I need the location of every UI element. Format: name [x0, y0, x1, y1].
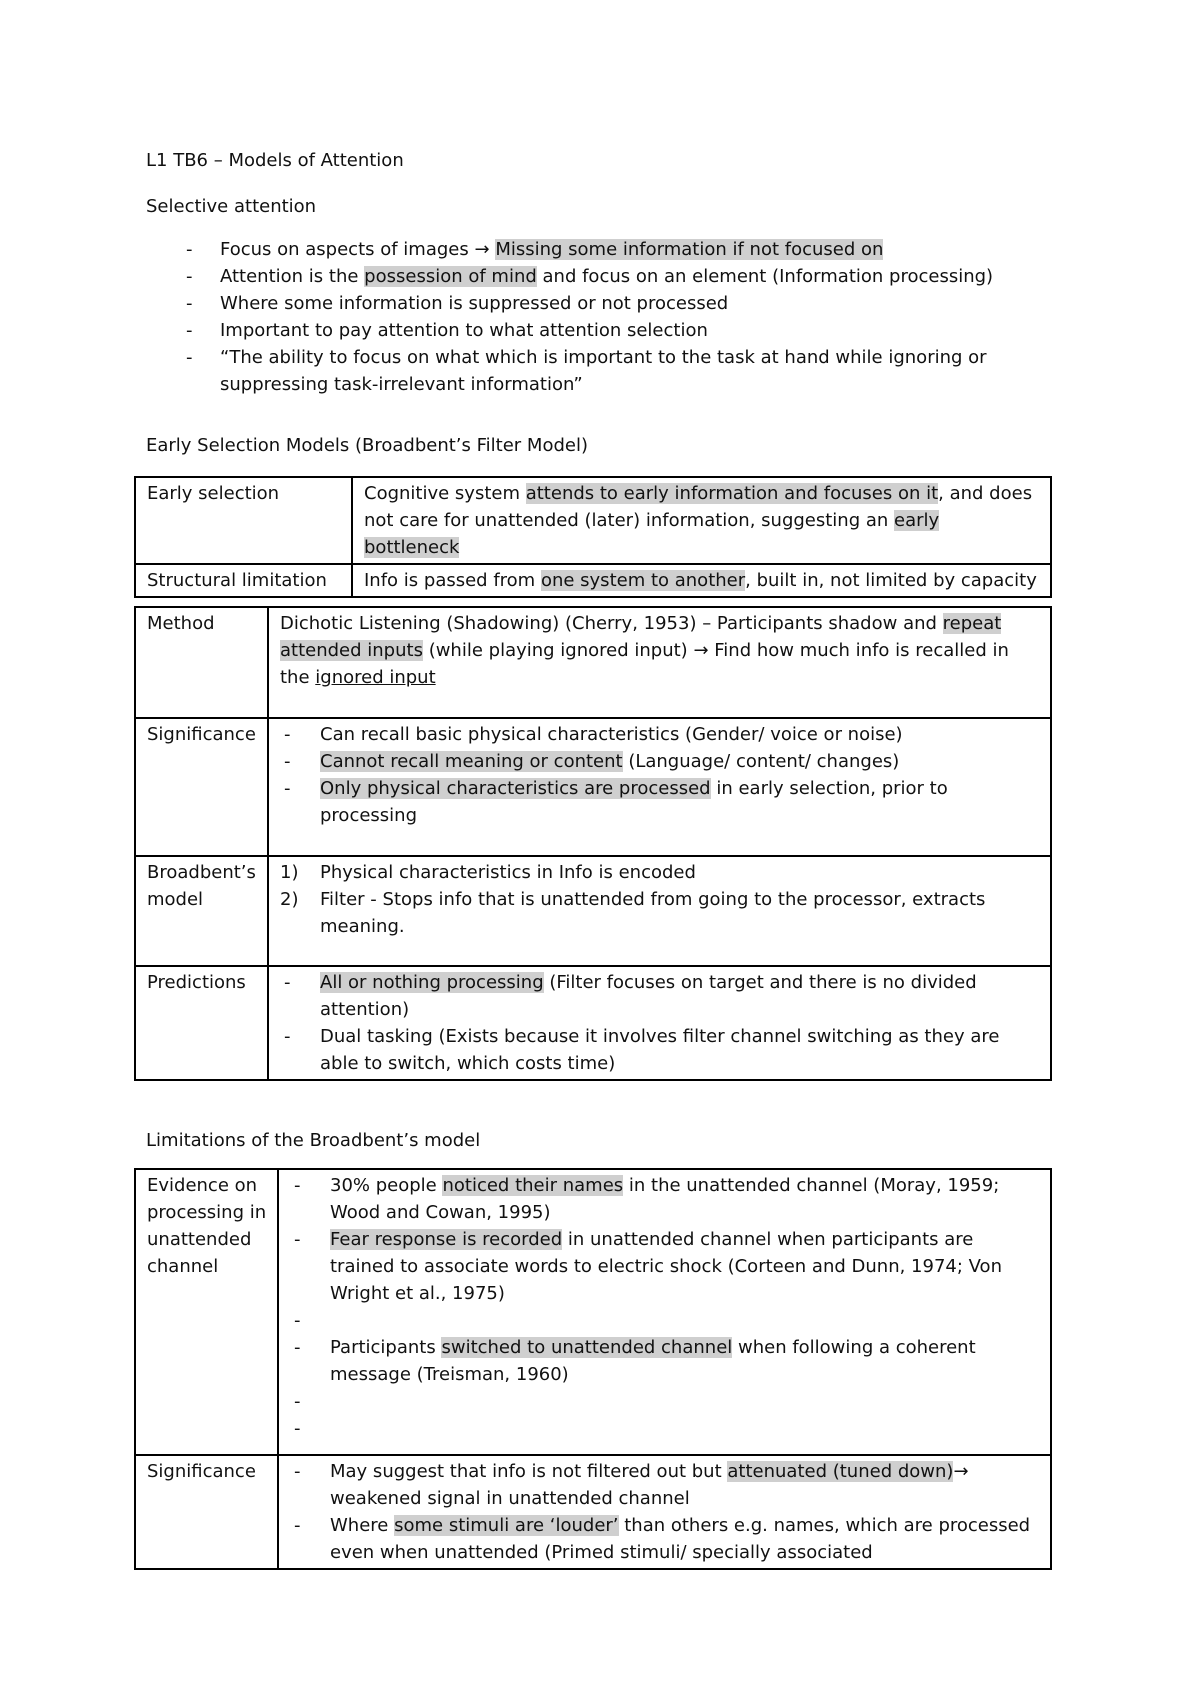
table-row: [135, 1455, 1051, 1569]
row-label-method: Method: [135, 607, 268, 718]
right-arrow-icon: →: [474, 239, 490, 260]
list-item: - Only physical characteristics are processed in early selection, prior to processing: [280, 775, 1040, 829]
list-item: - Where some information is suppressed or not processed: [186, 290, 1086, 317]
list-item: - Can recall basic physical characteristics (Gender/ voice or noise): [280, 721, 1040, 748]
section-heading-early-selection: Early Selection Models (Broadbent’s Filter Model): [146, 435, 588, 456]
list-item: - Important to pay attention to what attention selection: [186, 317, 1086, 344]
selective-attention-list: [186, 236, 1086, 398]
row-content: [268, 856, 1051, 966]
table-row: [135, 966, 1051, 1080]
list-item: - Dual tasking (Exists because it involves filter channel switching as they are able to switch, which costs time): [280, 1023, 1040, 1077]
section-heading-limitations: Limitations of the Broadbent’s model: [146, 1130, 481, 1151]
table-row: [135, 564, 1051, 597]
page-title: L1 TB6 – Models of Attention: [146, 150, 404, 171]
right-arrow-icon: →: [953, 1461, 969, 1482]
limitations-table: [134, 1168, 1052, 1570]
table-row: [135, 856, 1051, 966]
row-content: Dichotic Listening (Shadowing) (Cherry, 1953) – Participants shadow and repeat attended inputs (while playing ignored input) → Find how much info is recalled in the ignored input: [268, 607, 1051, 718]
row-label-significance: Significance: [135, 1455, 278, 1569]
list-item: - Attention is the possession of mind and focus on an element (Information processing): [186, 263, 1086, 290]
list-item: - “The ability to focus on what which is important to the task at hand while ignoring or suppressing task-irrelevant information”: [186, 344, 1040, 398]
table-row: [135, 477, 1051, 564]
list-spacer: [290, 1307, 1040, 1334]
list-item: - Cannot recall meaning or content (Language/ content/ changes): [280, 748, 1040, 775]
row-label-evidence: Evidence on processing in unattended channel: [135, 1169, 278, 1455]
list-item: - 30% people noticed their names in the unattended channel (Moray, 1959; Wood and Cowan, 1995): [290, 1172, 1040, 1226]
row-content: [278, 1455, 1051, 1569]
list-item: 1) Physical characteristics in Info is encoded: [280, 859, 1040, 886]
broadbent-model-table: [134, 606, 1052, 1081]
row-content: Cognitive system attends to early information and focuses on it, and does not care for unattended (later) information, suggesting an early bottleneck: [352, 477, 1051, 564]
list-spacer: [290, 1388, 1040, 1415]
row-label-early-selection: Early selection: [135, 477, 352, 564]
early-selection-table: [134, 476, 1052, 598]
row-label-structural-limitation: Structural limitation: [135, 564, 352, 597]
list-item: 2) Filter - Stops info that is unattended from going to the processor, extracts meaning.: [280, 886, 1040, 940]
list-item: - Participants switched to unattended channel when following a coherent message (Treisman, 1960): [290, 1334, 1040, 1388]
section-heading-selective-attention: Selective attention: [146, 196, 317, 217]
row-content: [268, 718, 1051, 856]
list-item: - Focus on aspects of images → Missing some information if not focused on: [186, 236, 1086, 263]
table-row: [135, 718, 1051, 856]
row-content: [268, 966, 1051, 1080]
table-row: [135, 1169, 1051, 1455]
list-item: - Where some stimuli are ‘louder’ than others e.g. names, which are processed even when unattended (Primed stimuli/ specially associated: [290, 1512, 1040, 1566]
list-item: - May suggest that info is not filtered out but attenuated (tuned down)→ weakened signal in unattended channel: [290, 1458, 1040, 1512]
list-item: - Fear response is recorded in unattended channel when participants are trained to associate words to electric shock (Corteen and Dunn, 1974; Von Wright et al., 1975): [290, 1226, 1040, 1307]
right-arrow-icon: →: [693, 640, 709, 661]
row-label-broadbents-model: Broadbent’s model: [135, 856, 268, 966]
row-content: Info is passed from one system to another, built in, not limited by capacity: [352, 564, 1051, 597]
row-label-predictions: Predictions: [135, 966, 268, 1080]
row-content: [278, 1169, 1051, 1455]
table-row: [135, 607, 1051, 718]
row-label-significance: Significance: [135, 718, 268, 856]
list-item: - All or nothing processing (Filter focuses on target and there is no divided attention): [280, 969, 1040, 1023]
